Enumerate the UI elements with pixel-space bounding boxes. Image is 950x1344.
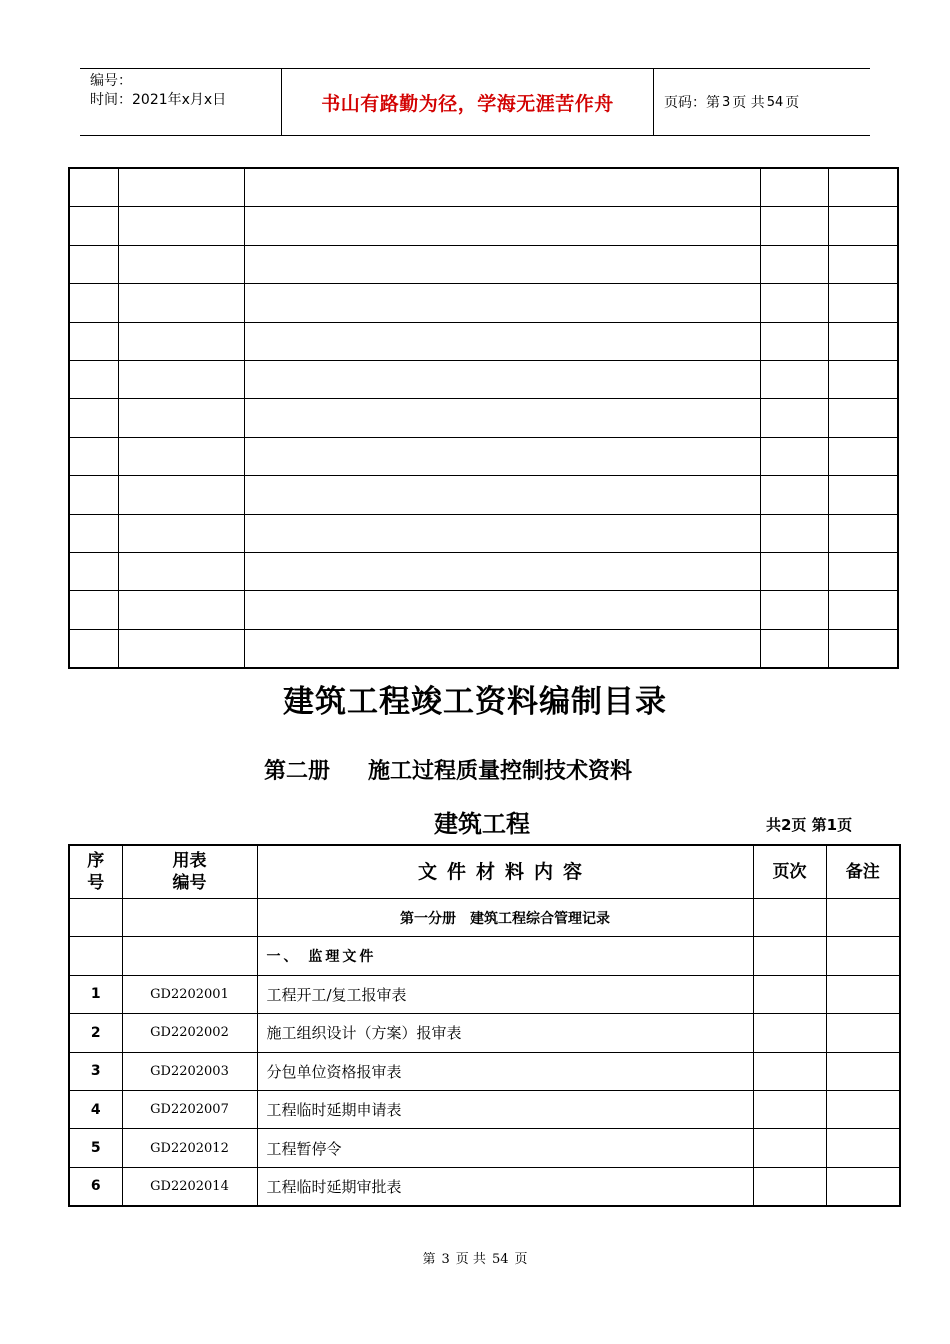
cell [69,937,122,975]
page-suffix: 页 [785,95,800,111]
cell [760,168,828,207]
row-pages [753,1052,826,1090]
row-pages [753,1090,826,1128]
cell [826,899,900,937]
cell [828,629,898,668]
cell [760,476,828,514]
footer-current: 3 [441,1252,450,1267]
table-row [69,207,898,245]
row-seq: 3 [69,1052,122,1090]
row-remark [826,1129,900,1167]
row-pages [753,975,826,1013]
header-pages: 页次 [753,845,826,899]
cell [69,437,118,475]
section-title: 一、 监理文件 [257,937,753,975]
cell [244,591,760,629]
cell [244,552,760,590]
cell [760,284,828,322]
header-seq-line1: 序 [87,851,105,871]
row-content: 工程临时延期申请表 [257,1090,753,1128]
row-seq: 5 [69,1129,122,1167]
table-row [69,1129,900,1167]
row-remark [826,1167,900,1206]
cell [828,168,898,207]
table-row [69,1014,900,1052]
table-row [69,437,898,475]
cell [760,360,828,398]
page-total: 54 [766,94,784,110]
cell [826,937,900,975]
cell [118,322,244,360]
cell [118,552,244,590]
cell [244,360,760,398]
header-code-line1: 用表 [172,851,207,871]
cell [753,937,826,975]
section-row [69,937,900,975]
cell [828,322,898,360]
row-code: GD2202001 [122,975,257,1013]
category-title: 建筑工程 [434,810,530,838]
table-row [69,360,898,398]
cell [69,476,118,514]
cell [69,322,118,360]
table-row [69,245,898,283]
header-seq-line2: 号 [87,873,105,893]
row-remark [826,975,900,1013]
row-code: GD2202007 [122,1090,257,1128]
table-row [69,1052,900,1090]
cell [244,322,760,360]
table-row [69,514,898,552]
cell [828,476,898,514]
cell [244,284,760,322]
volume-name: 施工过程质量控制技术资料 [368,759,633,784]
header-code-line2: 编号 [172,873,207,893]
row-code: GD2202012 [122,1129,257,1167]
cell [760,514,828,552]
cell [118,360,244,398]
cell [828,399,898,437]
volume-title [264,754,632,785]
cell [828,360,898,398]
cell [760,591,828,629]
cell [760,399,828,437]
row-seq: 6 [69,1167,122,1206]
row-code: GD2202002 [122,1014,257,1052]
page-mid: 页 共 [732,95,765,111]
row-content: 分包单位资格报审表 [257,1052,753,1090]
table-row [69,629,898,668]
cell [760,629,828,668]
footer-total: 54 [491,1252,509,1267]
cell [828,245,898,283]
table-row [69,1167,900,1206]
row-pages [753,1014,826,1052]
cell [69,245,118,283]
number-label: 编号： [90,73,132,89]
volume-number: 第二册 [264,759,331,784]
row-pages [753,1129,826,1167]
cell [828,514,898,552]
cell [244,245,760,283]
row-content: 工程暂停令 [257,1129,753,1167]
page-prefix: 页码：第 [664,95,720,111]
cell [69,899,122,937]
cell [828,284,898,322]
footer-prefix: 第 [422,1252,436,1267]
cell [753,899,826,937]
row-remark [826,1014,900,1052]
cell [69,360,118,398]
cell [760,245,828,283]
row-code: GD2202014 [122,1167,257,1206]
header-content: 文件材料内容 [257,845,753,899]
toc-table [68,844,901,1207]
footer-mid: 页 共 [455,1252,486,1267]
row-remark [826,1090,900,1128]
row-content: 工程开工/复工报审表 [257,975,753,1013]
cell [118,514,244,552]
cell [244,629,760,668]
toc-body [69,845,900,1206]
row-content: 施工组织设计（方案）报审表 [257,1014,753,1052]
row-seq: 1 [69,975,122,1013]
cell [122,937,257,975]
cell [760,207,828,245]
table-row [69,975,900,1013]
time-label: 时间：2021年x月x日 [90,92,227,108]
cell [69,168,118,207]
row-seq: 2 [69,1014,122,1052]
cell [122,899,257,937]
cell [244,168,760,207]
footer-suffix: 页 [514,1252,528,1267]
cell [69,284,118,322]
table-row [69,591,898,629]
document-title: 建筑工程竣工资料编制目录 [283,684,667,720]
table-row [69,322,898,360]
header-seq [69,845,122,899]
row-remark [826,1052,900,1090]
cell [828,207,898,245]
continued-toc-table [68,167,899,669]
cell [69,629,118,668]
cell [69,552,118,590]
cell [118,207,244,245]
cell [828,552,898,590]
header-remark: 备注 [826,845,900,899]
cell [118,629,244,668]
table-row [69,168,898,207]
cell [828,437,898,475]
cell [118,168,244,207]
cell [760,437,828,475]
cell [244,514,760,552]
toc-page-info: 共2页 第1页 [766,816,853,834]
cell [69,514,118,552]
header-code [122,845,257,899]
cell [244,399,760,437]
cell [244,437,760,475]
row-content: 工程临时延期审批表 [257,1167,753,1206]
toc-header-row [69,845,900,899]
page-footer [0,1248,950,1267]
cell [69,399,118,437]
table-row [69,284,898,322]
continued-toc-body [69,168,898,668]
cell [118,476,244,514]
header-page-number [654,69,870,135]
table-row [69,552,898,590]
page-current: 3 [722,94,731,110]
cell [244,207,760,245]
sub-volume-title: 第一分册 建筑工程综合管理记录 [257,899,753,937]
cell [828,591,898,629]
cell [69,591,118,629]
row-seq: 4 [69,1090,122,1128]
cell [69,207,118,245]
table-row [69,1090,900,1128]
cell [118,399,244,437]
cell [118,245,244,283]
row-code: GD2202003 [122,1052,257,1090]
sub-volume-row [69,899,900,937]
table-row [69,399,898,437]
cell [118,284,244,322]
cell [244,476,760,514]
header-meta [80,69,282,135]
row-pages [753,1167,826,1206]
cell [118,591,244,629]
table-row [69,476,898,514]
cell [760,322,828,360]
header-motto: 书山有路勤为径，学海无涯苦作舟 [282,69,654,135]
cell [118,437,244,475]
cell [760,552,828,590]
page-header [80,68,870,136]
